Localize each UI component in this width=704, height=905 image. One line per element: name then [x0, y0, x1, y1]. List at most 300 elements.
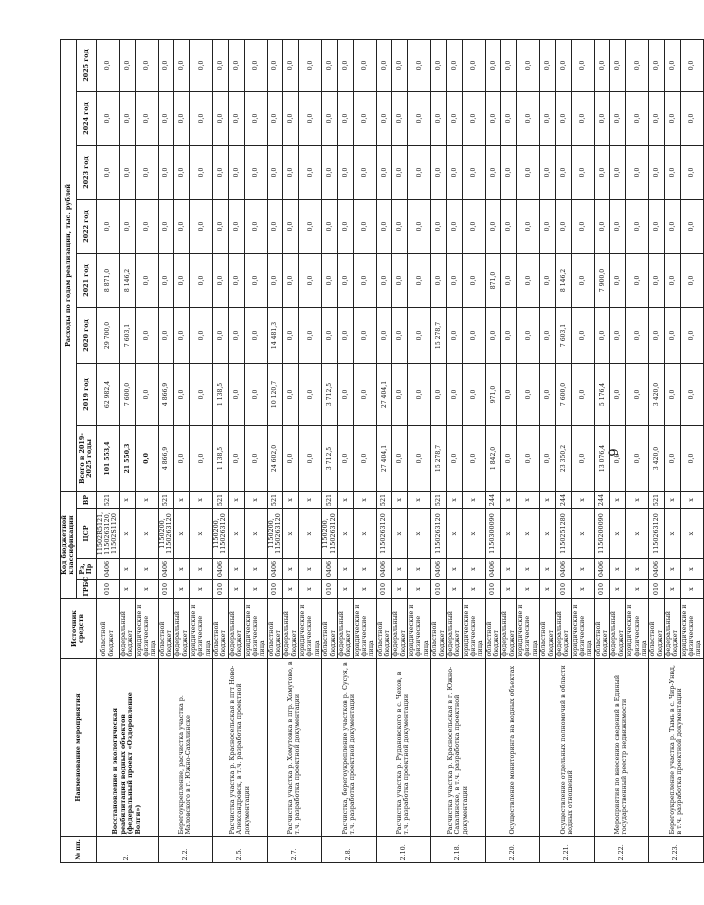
- year-value: 0,0: [501, 91, 517, 145]
- kbk-cell: 0406: [555, 559, 571, 580]
- year-value: 5 176,4: [594, 363, 610, 425]
- year-value: 0,0: [96, 199, 119, 253]
- year-value: 4 866,9: [158, 363, 174, 425]
- year-value: 0,0: [135, 307, 158, 363]
- kbk-cell: x: [299, 491, 322, 508]
- year-value: 0,0: [517, 363, 540, 425]
- kbk-cell: x: [190, 559, 213, 580]
- year-value: 7 600,0: [119, 363, 135, 425]
- year-value: 0,0: [135, 253, 158, 307]
- year-value: 0,0: [501, 199, 517, 253]
- kbk-cell: x: [283, 509, 299, 559]
- header-no: № пп.: [61, 837, 97, 863]
- table-row: [322, 39, 338, 862]
- year-value: 0,0: [540, 39, 556, 91]
- year-value: 0,0: [555, 91, 571, 145]
- total-value: 0,0: [299, 425, 322, 491]
- funding-source: областной бюджет: [431, 599, 447, 659]
- row-number: 2.22.: [594, 837, 649, 863]
- year-value: 0,0: [571, 91, 594, 145]
- row-number: 2.: [96, 837, 158, 863]
- funding-source: федеральный бюджет: [664, 599, 680, 659]
- table-row: [158, 39, 174, 862]
- kbk-cell: x: [446, 580, 462, 599]
- year-value: 0,0: [626, 253, 649, 307]
- kbk-cell: x: [610, 580, 626, 599]
- year-value: 8 871,0: [96, 253, 119, 307]
- total-value: 0,0: [408, 425, 431, 491]
- year-value: 0,0: [408, 253, 431, 307]
- year-value: 0,0: [610, 363, 626, 425]
- year-value: 0,0: [244, 91, 267, 145]
- row-number: 2.10.: [376, 837, 431, 863]
- year-value: 0,0: [626, 145, 649, 199]
- kbk-cell: 0406: [431, 559, 447, 580]
- year-value: 0,0: [680, 91, 703, 145]
- year-value: 0,0: [158, 253, 174, 307]
- year-value: 0,0: [664, 91, 680, 145]
- year-value: 0,0: [119, 39, 135, 91]
- kbk-cell: 010: [649, 580, 665, 599]
- funding-source: юридические и физические лица: [353, 599, 376, 659]
- year-value: 0,0: [174, 91, 190, 145]
- year-value: 0,0: [337, 253, 353, 307]
- kbk-cell: x: [135, 491, 158, 508]
- year-value: 0,0: [664, 199, 680, 253]
- year-value: 0,0: [571, 145, 594, 199]
- funding-source: федеральный бюджет: [446, 599, 462, 659]
- year-value: 0,0: [228, 199, 244, 253]
- kbk-cell: x: [353, 580, 376, 599]
- year-value: 0,0: [610, 307, 626, 363]
- kbk-cell: x: [408, 559, 431, 580]
- year-value: 0,0: [626, 307, 649, 363]
- kbk-cell: 1150251280: [555, 509, 571, 559]
- total-value: 0,0: [244, 425, 267, 491]
- year-value: 0,0: [649, 253, 665, 307]
- year-value: 0,0: [392, 363, 408, 425]
- total-value: 0,0: [190, 425, 213, 491]
- kbk-cell: x: [626, 559, 649, 580]
- budget-table: [60, 39, 704, 863]
- year-value: 0,0: [244, 199, 267, 253]
- year-value: 0,0: [299, 199, 322, 253]
- funding-source: федеральный бюджет: [501, 599, 517, 659]
- kbk-cell: x: [353, 491, 376, 508]
- kbk-cell: x: [610, 491, 626, 508]
- year-value: 0,0: [267, 39, 283, 91]
- year-value: 0,0: [446, 145, 462, 199]
- total-value: 0,0: [337, 425, 353, 491]
- year-value: 3 712,5: [322, 363, 338, 425]
- funding-source: юридические и физические лица: [135, 599, 158, 659]
- year-value: 0,0: [135, 39, 158, 91]
- total-value: 27 404,1: [376, 425, 392, 491]
- year-value: 0,0: [446, 253, 462, 307]
- year-value: 0,0: [485, 199, 501, 253]
- kbk-cell: x: [228, 491, 244, 508]
- measure-name: Осуществление мониторинга на водных объектах: [485, 659, 540, 837]
- year-value: 0,0: [610, 39, 626, 91]
- year-value: 0,0: [158, 39, 174, 91]
- year-value: 0,0: [594, 91, 610, 145]
- funding-source: юридические и физические лица: [299, 599, 322, 659]
- year-value: 0,0: [664, 145, 680, 199]
- kbk-cell: x: [664, 580, 680, 599]
- year-value: 0,0: [408, 363, 431, 425]
- table-row: [376, 39, 392, 862]
- kbk-cell: 010: [594, 580, 610, 599]
- kbk-cell: x: [446, 509, 462, 559]
- kbk-cell: x: [626, 509, 649, 559]
- year-value: 3 420,0: [649, 363, 665, 425]
- year-value: 0,0: [408, 39, 431, 91]
- header-year: 2023 год: [76, 145, 96, 199]
- kbk-cell: x: [462, 559, 485, 580]
- kbk-cell: x: [680, 509, 703, 559]
- year-value: 0,0: [680, 363, 703, 425]
- kbk-cell: x: [540, 580, 556, 599]
- year-value: 0,0: [267, 145, 283, 199]
- year-value: 0,0: [213, 199, 229, 253]
- year-value: 0,0: [283, 253, 299, 307]
- kbk-cell: x: [244, 491, 267, 508]
- total-value: 24 602,0: [267, 425, 283, 491]
- kbk-cell: x: [501, 491, 517, 508]
- total-value: 0,0: [680, 425, 703, 491]
- kbk-cell: x: [626, 580, 649, 599]
- year-value: 7 603,1: [119, 307, 135, 363]
- kbk-cell: x: [337, 559, 353, 580]
- header-csr: ЦСР: [76, 509, 96, 559]
- year-value: 0,0: [501, 145, 517, 199]
- year-value: 0,0: [119, 199, 135, 253]
- header-name: Наименование мероприятия: [61, 659, 97, 837]
- year-value: 0,0: [571, 253, 594, 307]
- year-value: 0,0: [174, 307, 190, 363]
- kbk-cell: x: [680, 559, 703, 580]
- year-value: 0,0: [501, 363, 517, 425]
- year-value: 0,0: [540, 199, 556, 253]
- page-number: 6: [604, 448, 620, 457]
- year-value: 0,0: [571, 307, 594, 363]
- year-value: 0,0: [501, 39, 517, 91]
- year-value: 0,0: [174, 145, 190, 199]
- year-value: 0,0: [213, 91, 229, 145]
- year-value: 0,0: [299, 91, 322, 145]
- kbk-cell: 521: [213, 491, 229, 508]
- kbk-cell: x: [283, 580, 299, 599]
- funding-source: федеральный бюджет: [283, 599, 299, 659]
- row-number: 2.20.: [485, 837, 540, 863]
- year-value: 8 146,2: [555, 253, 571, 307]
- funding-source: областной бюджет: [376, 599, 392, 659]
- kbk-cell: x: [190, 580, 213, 599]
- kbk-cell: 1150263120: [649, 509, 665, 559]
- year-value: 0,0: [213, 307, 229, 363]
- kbk-cell: 244: [555, 491, 571, 508]
- year-value: 0,0: [462, 363, 485, 425]
- year-value: 0,0: [135, 363, 158, 425]
- year-value: 0,0: [594, 145, 610, 199]
- funding-source: федеральный бюджет: [392, 599, 408, 659]
- kbk-cell: x: [501, 580, 517, 599]
- total-value: 0,0: [501, 425, 517, 491]
- total-value: 15 278,7: [431, 425, 447, 491]
- kbk-cell: x: [228, 580, 244, 599]
- kbk-cell: x: [680, 580, 703, 599]
- total-value: 0,0: [353, 425, 376, 491]
- kbk-cell: x: [244, 509, 267, 559]
- header-year: 2022 год: [76, 199, 96, 253]
- header-total: Всего в 2019-2025 годы: [76, 425, 96, 491]
- kbk-cell: x: [392, 491, 408, 508]
- year-value: 0,0: [353, 39, 376, 91]
- funding-source: юридические и физические лица: [462, 599, 485, 659]
- header-kbk-group: Код бюджетной классификации: [61, 491, 77, 598]
- year-value: 0,0: [485, 307, 501, 363]
- kbk-cell: 0406: [213, 559, 229, 580]
- year-value: 971,0: [485, 363, 501, 425]
- year-value: 0,0: [517, 145, 540, 199]
- row-number: 2.23.: [649, 837, 704, 863]
- funding-source: областной бюджет: [322, 599, 338, 659]
- funding-source: областной бюджет: [96, 599, 119, 659]
- total-value: 0,0: [283, 425, 299, 491]
- header-source: Источник средств: [61, 599, 97, 659]
- year-value: 0,0: [571, 39, 594, 91]
- measure-name: Восстановление и экологическая реабилитация водных объектов (федеральный проект «Оздоровление Волги»): [96, 659, 158, 837]
- measure-name: Берегоукрепление, расчистка участка р. Маловского в г. Южно-Сахалинске: [158, 659, 213, 837]
- total-value: 0,0: [392, 425, 408, 491]
- year-value: 0,0: [353, 199, 376, 253]
- funding-source: областной бюджет: [213, 599, 229, 659]
- year-value: 0,0: [299, 145, 322, 199]
- year-value: 0,0: [158, 307, 174, 363]
- kbk-cell: 244: [594, 491, 610, 508]
- year-value: 0,0: [431, 199, 447, 253]
- total-value: 23 350,2: [555, 425, 571, 491]
- kbk-cell: x: [540, 559, 556, 580]
- kbk-cell: 0406: [376, 559, 392, 580]
- year-value: 0,0: [174, 253, 190, 307]
- funding-source: юридические и физические лица: [680, 599, 703, 659]
- kbk-cell: 521: [158, 491, 174, 508]
- kbk-cell: x: [462, 491, 485, 508]
- year-value: 0,0: [190, 363, 213, 425]
- kbk-cell: x: [174, 580, 190, 599]
- funding-source: областной бюджет: [594, 599, 610, 659]
- row-number: 2.2.: [158, 837, 213, 863]
- total-value: 101 553,4: [96, 425, 119, 491]
- header-year: 2025 год: [76, 39, 96, 91]
- year-value: 0,0: [376, 91, 392, 145]
- kbk-cell: 010: [376, 580, 392, 599]
- kbk-cell: x: [626, 491, 649, 508]
- table-row: [594, 39, 610, 862]
- year-value: 0,0: [267, 253, 283, 307]
- year-value: 0,0: [267, 91, 283, 145]
- kbk-cell: x: [283, 559, 299, 580]
- total-value: 0,0: [540, 425, 556, 491]
- kbk-cell: x: [408, 509, 431, 559]
- kbk-cell: 0406: [267, 559, 283, 580]
- measure-name: Расчистка участка р. Хомутовка в пгр. Хомутово, в т.ч. разработка проектной документации: [267, 659, 322, 837]
- year-value: 0,0: [299, 39, 322, 91]
- year-value: 0,0: [244, 253, 267, 307]
- kbk-cell: 1150200, 1150263120: [267, 509, 283, 559]
- year-value: 0,0: [431, 91, 447, 145]
- year-value: 0,0: [228, 91, 244, 145]
- header-grbs: ГРБС: [76, 580, 96, 599]
- funding-source: федеральный бюджет: [174, 599, 190, 659]
- year-value: 1 138,5: [213, 363, 229, 425]
- year-value: 0,0: [322, 253, 338, 307]
- rotated-table-container: [60, 49, 703, 863]
- year-value: 0,0: [228, 253, 244, 307]
- kbk-cell: 11502R5121, 1150263120, 11502S1120: [96, 509, 119, 559]
- year-value: 0,0: [96, 145, 119, 199]
- measure-name: Расчистка участка р. Рудановского в с. Чехов, в т.ч. разработка проектной документации: [376, 659, 431, 837]
- year-value: 0,0: [283, 39, 299, 91]
- funding-source: юридические и физические лица: [626, 599, 649, 659]
- year-value: 0,0: [392, 253, 408, 307]
- measure-name: Осуществление отдельных полномочий в области водных отношений: [540, 659, 595, 837]
- kbk-cell: x: [517, 491, 540, 508]
- kbk-cell: x: [408, 580, 431, 599]
- year-value: 0,0: [664, 253, 680, 307]
- kbk-cell: 0406: [649, 559, 665, 580]
- year-value: 0,0: [213, 145, 229, 199]
- year-value: 62 982,4: [96, 363, 119, 425]
- kbk-cell: 010: [431, 580, 447, 599]
- year-value: 0,0: [190, 199, 213, 253]
- kbk-cell: x: [119, 580, 135, 599]
- table-row: [649, 39, 665, 862]
- year-value: 10 120,7: [267, 363, 283, 425]
- kbk-cell: 1150263120: [431, 509, 447, 559]
- year-value: 15 278,7: [431, 307, 447, 363]
- kbk-cell: 0406: [96, 559, 119, 580]
- year-value: 0,0: [594, 199, 610, 253]
- year-value: 0,0: [485, 39, 501, 91]
- total-value: 0,0: [517, 425, 540, 491]
- year-value: 0,0: [392, 145, 408, 199]
- funding-source: федеральный бюджет: [228, 599, 244, 659]
- year-value: 0,0: [462, 307, 485, 363]
- kbk-cell: x: [337, 580, 353, 599]
- kbk-cell: x: [392, 580, 408, 599]
- year-value: 871,0: [485, 253, 501, 307]
- table-row: [485, 39, 501, 862]
- kbk-cell: x: [446, 491, 462, 508]
- measure-name: Расчистка участка р. Красносельская в пгт Ново-Александровск, в т.ч. разработка проектной документации: [213, 659, 268, 837]
- year-value: 0,0: [408, 307, 431, 363]
- funding-source: областной бюджет: [158, 599, 174, 659]
- year-value: 0,0: [353, 253, 376, 307]
- year-value: 7 900,0: [594, 253, 610, 307]
- year-value: 0,0: [431, 39, 447, 91]
- kbk-cell: x: [244, 559, 267, 580]
- kbk-cell: 010: [322, 580, 338, 599]
- year-value: 0,0: [540, 307, 556, 363]
- year-value: 0,0: [190, 145, 213, 199]
- funding-source: федеральный бюджет: [119, 599, 135, 659]
- year-value: 0,0: [213, 39, 229, 91]
- year-value: 0,0: [337, 307, 353, 363]
- year-value: 0,0: [649, 91, 665, 145]
- year-value: 0,0: [322, 91, 338, 145]
- year-value: 0,0: [680, 253, 703, 307]
- table-row: [213, 39, 229, 862]
- total-value: 4 866,9: [158, 425, 174, 491]
- year-value: 0,0: [392, 199, 408, 253]
- year-value: 0,0: [322, 145, 338, 199]
- year-value: 0,0: [594, 39, 610, 91]
- year-value: 0,0: [190, 253, 213, 307]
- year-value: 0,0: [610, 91, 626, 145]
- year-value: 0,0: [190, 307, 213, 363]
- year-value: 0,0: [174, 363, 190, 425]
- year-value: 0,0: [649, 39, 665, 91]
- kbk-cell: x: [135, 509, 158, 559]
- measure-name: Мероприятия по внесению сведений в Единый государственный реестр недвижимости: [594, 659, 649, 837]
- kbk-cell: 010: [485, 580, 501, 599]
- funding-source: областной бюджет: [649, 599, 665, 659]
- year-value: 0,0: [228, 39, 244, 91]
- year-value: 0,0: [174, 199, 190, 253]
- kbk-cell: x: [244, 580, 267, 599]
- year-value: 0,0: [96, 39, 119, 91]
- total-value: 0,0: [174, 425, 190, 491]
- year-value: 0,0: [299, 253, 322, 307]
- year-value: 0,0: [228, 145, 244, 199]
- year-value: 0,0: [353, 307, 376, 363]
- year-value: 0,0: [431, 145, 447, 199]
- row-number: 2.8.: [322, 837, 377, 863]
- year-value: 0,0: [135, 91, 158, 145]
- year-value: 14 481,3: [267, 307, 283, 363]
- year-value: 0,0: [96, 91, 119, 145]
- year-value: 0,0: [267, 199, 283, 253]
- table-row: [267, 39, 283, 862]
- kbk-cell: x: [446, 559, 462, 580]
- year-value: 0,0: [376, 253, 392, 307]
- year-value: 0,0: [517, 253, 540, 307]
- year-value: 0,0: [680, 307, 703, 363]
- year-value: 0,0: [135, 199, 158, 253]
- year-value: 0,0: [649, 145, 665, 199]
- year-value: 0,0: [626, 39, 649, 91]
- year-value: 0,0: [376, 39, 392, 91]
- year-value: 0,0: [446, 199, 462, 253]
- year-value: 29 700,0: [96, 307, 119, 363]
- header-year: 2024 год: [76, 91, 96, 145]
- year-value: 0,0: [119, 91, 135, 145]
- kbk-cell: x: [571, 580, 594, 599]
- year-value: 0,0: [664, 307, 680, 363]
- year-value: 0,0: [501, 253, 517, 307]
- year-value: 0,0: [540, 253, 556, 307]
- kbk-cell: 1150200, 1150263120: [213, 509, 229, 559]
- year-value: 0,0: [571, 363, 594, 425]
- year-value: 0,0: [244, 145, 267, 199]
- kbk-cell: x: [174, 509, 190, 559]
- year-value: 0,0: [501, 307, 517, 363]
- kbk-cell: x: [517, 509, 540, 559]
- year-value: 0,0: [158, 91, 174, 145]
- year-value: 0,0: [322, 199, 338, 253]
